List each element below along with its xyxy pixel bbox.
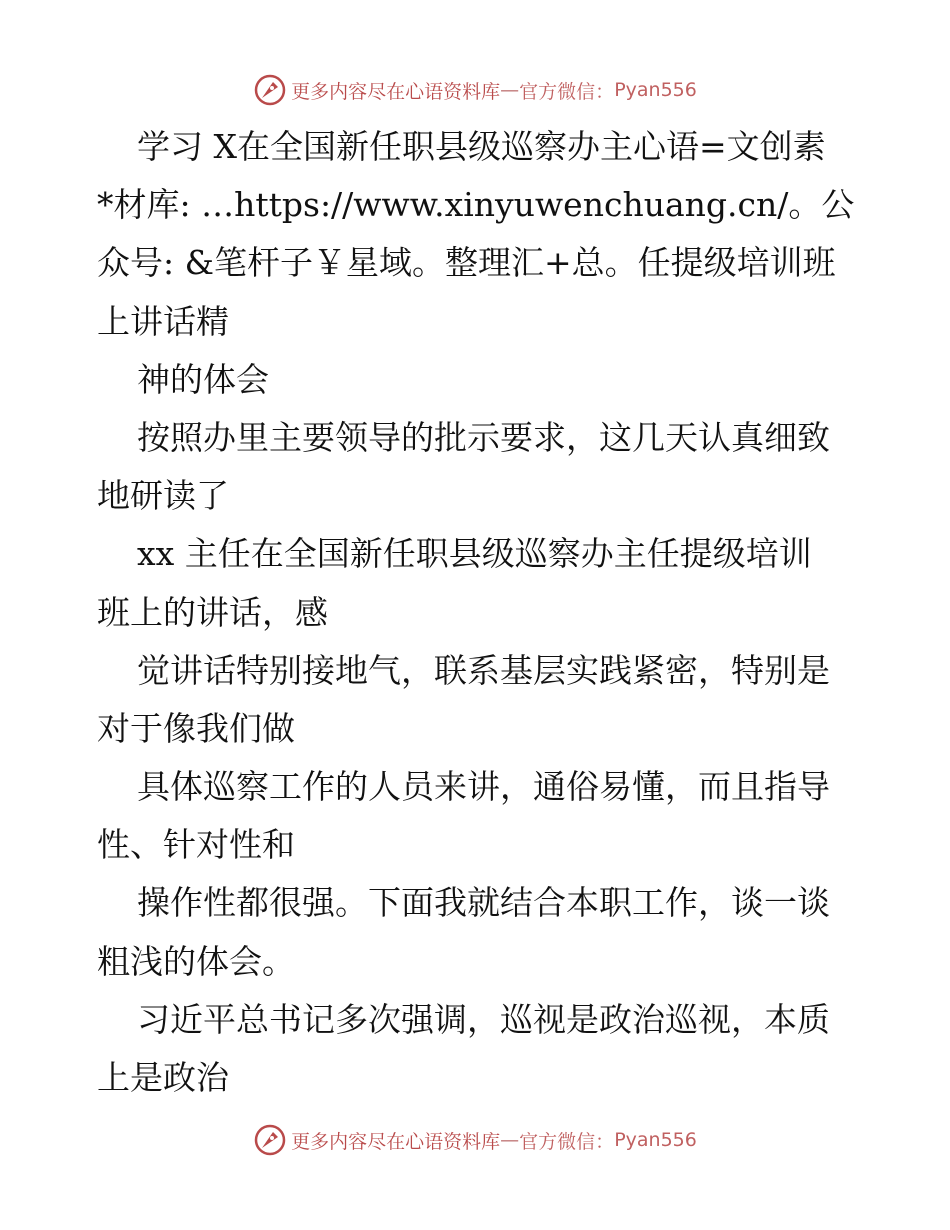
paragraph-line: 觉讲话特别接地气，联系基层实践紧密，特别是 [137, 650, 830, 690]
paragraph-line: 按照办里主要领导的批示要求，这几天认真细致 [137, 417, 830, 457]
banner-wechat-label: 官方微信： [519, 1130, 615, 1153]
header-banner [0, 70, 950, 110]
paragraph-line: 对于像我们做 [97, 708, 295, 748]
banner-dash: — [500, 1129, 520, 1151]
paragraph-line: 性、针对性和 [97, 825, 295, 865]
banner-wechat-id: Pyan556 [614, 1129, 697, 1151]
paragraph-line: 操作性都很强。下面我就结合本职工作，谈一谈 [137, 883, 830, 923]
paragraph-line: 神的体会 [137, 359, 269, 399]
paragraph-line: *材库: …https://www.xinyuwenchuang.cn/。公 [97, 185, 855, 225]
banner-wechat-id: Pyan556 [614, 79, 697, 101]
paragraph-line: 上是政治 [97, 1058, 229, 1097]
paragraph-line: 上讲话精 [97, 301, 229, 341]
paragraph-line: 粗浅的体会。 [97, 941, 295, 981]
pen-nib-circle-icon [253, 1123, 287, 1157]
paragraph-line: 习近平总书记多次强调，巡视是政治巡视，本质 [137, 999, 830, 1039]
banner-dash: — [500, 79, 520, 101]
banner-wechat-label: 官方微信： [519, 80, 615, 103]
document-body [97, 118, 857, 1107]
paragraph-line: 学习 X在全国新任职县级巡察办主心语=文创素 [137, 127, 826, 166]
banner-promo-text: 更多内容尽在心语资料库 [291, 1130, 501, 1153]
paragraph-line: 地研读了 [97, 476, 229, 516]
paragraph-line: 班上的讲话，感 [97, 592, 328, 632]
paragraph-line: 具体巡察工作的人员来讲，通俗易懂，而且指导 [137, 767, 830, 807]
paragraph-line: 众号: &笔杆子￥星域。整理汇+总。任提级培训班 [97, 243, 836, 283]
pen-nib-circle-icon [253, 73, 287, 107]
footer-banner [0, 1120, 950, 1160]
paragraph-line: xx 主任在全国新任职县级巡察办主任提级培训 [137, 534, 812, 574]
banner-promo-text: 更多内容尽在心语资料库 [291, 80, 501, 103]
